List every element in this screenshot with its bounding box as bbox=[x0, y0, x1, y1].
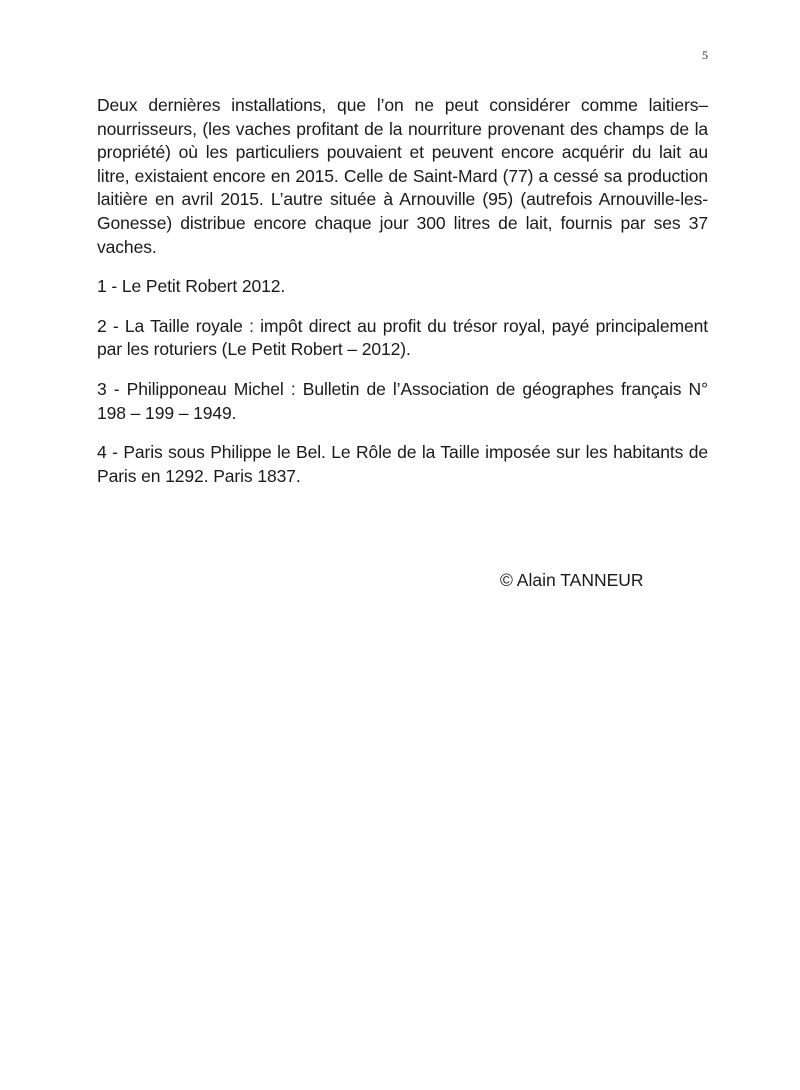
footnote-4: 4 - Paris sous Philippe le Bel. Le Rôle de la Taille imposée sur les habitants de Paris en 1292. Paris 1837. bbox=[97, 442, 708, 486]
footnote-3: 3 - Philipponeau Michel : Bulletin de l’Association de géographes français N° 198 – 199 – 1949. bbox=[97, 378, 708, 423]
page-content bbox=[97, 94, 708, 488]
page-number: 5 bbox=[702, 48, 708, 62]
author-signature: © Alain TANNEUR bbox=[500, 570, 644, 590]
footnote-1: 1 - Le Petit Robert 2012. bbox=[97, 276, 286, 297]
footnote-2: 2 - La Taille royale : impôt direct au profit du trésor royal, payé principalement par les roturiers (Le Petit Robert – 2012). bbox=[97, 315, 708, 360]
body-paragraph: Deux dernières installations, que l’on ne peut considérer comme laitiers–nourrisseurs, (les vaches profitant de la nourriture provenant des champs de la propriété) où les particuliers pouvaient et peuvent encore acquérir du lait au litre, existaient encore en 2015. Celle de Saint-Mard (77) a cessé sa production laitière en avril 2015. L’autre située à Arnouville (95) (autrefois Arnouville-les-Gonesse) distribue encore chaque jour 300 litres de lait, fournis par ses 37 vaches. bbox=[97, 95, 708, 257]
